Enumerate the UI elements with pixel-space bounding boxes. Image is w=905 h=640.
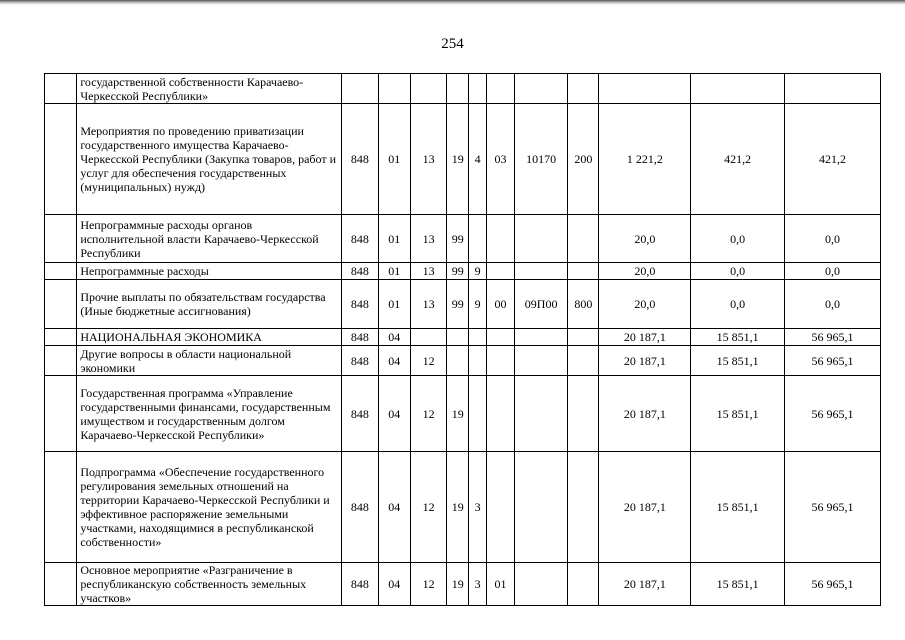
cs4-cell <box>515 563 568 606</box>
cs2-cell <box>469 215 487 263</box>
sum-2020-cell: 15 851,1 <box>691 376 785 452</box>
cs2-cell <box>469 346 487 376</box>
cs4-cell: 10170 <box>515 104 568 215</box>
vr-cell: 800 <box>568 280 599 329</box>
cs3-cell <box>486 376 514 452</box>
cs2-cell: 9 <box>469 263 487 280</box>
row-number-cell <box>45 280 77 329</box>
sum-2019-cell: 20 187,1 <box>599 563 691 606</box>
sum-2019-cell: 20 187,1 <box>599 329 691 346</box>
row-number-cell <box>45 263 77 280</box>
sum-2020-cell: 15 851,1 <box>691 346 785 376</box>
cs4-cell: 09П00 <box>515 280 568 329</box>
pr-cell: 13 <box>410 104 446 215</box>
sum-2021-cell: 0,0 <box>785 215 881 263</box>
row-name-cell: Прочие выплаты по обязательствам государства (Иные бюджетные ассигнования) <box>77 280 342 329</box>
sum-2021-cell: 56 965,1 <box>785 346 881 376</box>
row-name-cell: Мероприятия по проведению приватизации государственного имущества Карачаево-Черкесской Республики (Закупка товаров, работ и услуг для обеспечения государственных (муниципальных) нужд) <box>77 104 342 215</box>
cs2-cell: 3 <box>469 563 487 606</box>
table-row <box>45 452 881 563</box>
cs4-cell <box>515 452 568 563</box>
rz-cell: 04 <box>378 346 410 376</box>
sum-2021-cell: 56 965,1 <box>785 452 881 563</box>
cs4-cell <box>515 263 568 280</box>
row-number-cell <box>45 452 77 563</box>
cs1-cell <box>447 74 469 104</box>
cs3-cell <box>486 263 514 280</box>
ved-cell: 848 <box>342 215 378 263</box>
sum-2020-cell: 15 851,1 <box>691 452 785 563</box>
sum-2021-cell: 56 965,1 <box>785 563 881 606</box>
row-number-cell <box>45 74 77 104</box>
pr-cell <box>410 74 446 104</box>
cs1-cell: 99 <box>447 280 469 329</box>
cs1-cell: 19 <box>447 104 469 215</box>
rz-cell: 01 <box>378 280 410 329</box>
sum-2020-cell: 0,0 <box>691 263 785 280</box>
row-name-cell: Основное мероприятие «Разграничение в республиканскую собственность земельных участков» <box>77 563 342 606</box>
row-number-cell <box>45 104 77 215</box>
row-name-cell: Непрограммные расходы <box>77 263 342 280</box>
sum-2021-cell: 0,0 <box>785 263 881 280</box>
cs1-cell <box>447 346 469 376</box>
pr-cell: 13 <box>410 280 446 329</box>
sum-2020-cell: 0,0 <box>691 215 785 263</box>
cs4-cell <box>515 329 568 346</box>
row-name-cell: НАЦИОНАЛЬНАЯ ЭКОНОМИКА <box>77 329 342 346</box>
table-row <box>45 263 881 280</box>
sum-2019-cell: 20,0 <box>599 215 691 263</box>
row-number-cell <box>45 376 77 452</box>
table-row <box>45 329 881 346</box>
sum-2020-cell: 15 851,1 <box>691 329 785 346</box>
row-name-cell: Непрограммные расходы органов исполнительной власти Карачаево-Черкесской Республики <box>77 215 342 263</box>
row-name-cell: государственной собственности Карачаево-Черкесской Республики» <box>77 74 342 104</box>
cs1-cell: 19 <box>447 376 469 452</box>
vr-cell <box>568 329 599 346</box>
ved-cell: 848 <box>342 329 378 346</box>
sum-2020-cell: 0,0 <box>691 280 785 329</box>
vr-cell: 200 <box>568 104 599 215</box>
cs3-cell <box>486 329 514 346</box>
rz-cell <box>378 74 410 104</box>
pr-cell: 12 <box>410 346 446 376</box>
sum-2019-cell: 20 187,1 <box>599 346 691 376</box>
rz-cell: 04 <box>378 376 410 452</box>
table-row <box>45 346 881 376</box>
pr-cell: 12 <box>410 563 446 606</box>
cs3-cell <box>486 215 514 263</box>
sum-2019-cell: 20,0 <box>599 280 691 329</box>
cs3-cell <box>486 452 514 563</box>
cs2-cell: 4 <box>469 104 487 215</box>
table-row <box>45 104 881 215</box>
cs1-cell <box>447 329 469 346</box>
row-number-cell <box>45 563 77 606</box>
rz-cell: 01 <box>378 215 410 263</box>
sum-2019-cell: 1 221,2 <box>599 104 691 215</box>
table-row <box>45 215 881 263</box>
ved-cell: 848 <box>342 563 378 606</box>
cs3-cell <box>486 74 514 104</box>
sum-2020-cell: 421,2 <box>691 104 785 215</box>
row-name-cell: Государственная программа «Управление государственными финансами, государственным имуществом и государственным долгом Карачаево-Черкесской Республики» <box>77 376 342 452</box>
vr-cell <box>568 452 599 563</box>
vr-cell <box>568 376 599 452</box>
ved-cell <box>342 74 378 104</box>
cs3-cell: 01 <box>486 563 514 606</box>
ved-cell: 848 <box>342 263 378 280</box>
sum-2019-cell: 20 187,1 <box>599 376 691 452</box>
sum-2020-cell <box>691 74 785 104</box>
sum-2021-cell: 56 965,1 <box>785 329 881 346</box>
rz-cell: 04 <box>378 452 410 563</box>
vr-cell <box>568 215 599 263</box>
sum-2021-cell: 56 965,1 <box>785 376 881 452</box>
cs4-cell <box>515 346 568 376</box>
ved-cell: 848 <box>342 280 378 329</box>
budget-table <box>44 73 881 606</box>
pr-cell: 12 <box>410 376 446 452</box>
row-number-cell <box>45 346 77 376</box>
cs4-cell <box>515 376 568 452</box>
sum-2021-cell: 0,0 <box>785 280 881 329</box>
ved-cell: 848 <box>342 376 378 452</box>
cs2-cell <box>469 74 487 104</box>
scan-edge <box>0 0 905 6</box>
rz-cell: 04 <box>378 329 410 346</box>
cs3-cell: 00 <box>486 280 514 329</box>
row-number-cell <box>45 329 77 346</box>
pr-cell: 12 <box>410 452 446 563</box>
cs1-cell: 19 <box>447 452 469 563</box>
row-number-cell <box>45 215 77 263</box>
vr-cell <box>568 263 599 280</box>
pr-cell: 13 <box>410 263 446 280</box>
rz-cell: 01 <box>378 104 410 215</box>
ved-cell: 848 <box>342 104 378 215</box>
sum-2019-cell <box>599 74 691 104</box>
vr-cell <box>568 346 599 376</box>
cs2-cell <box>469 376 487 452</box>
cs1-cell: 99 <box>447 263 469 280</box>
row-name-cell: Подпрограмма «Обеспечение государственного регулирования земельных отношений на территории Карачаево-Черкесской Республики и эффективное распоряжение земельными участками, находящимися в республиканской собственности» <box>77 452 342 563</box>
rz-cell: 04 <box>378 563 410 606</box>
sum-2019-cell: 20,0 <box>599 263 691 280</box>
table-row <box>45 376 881 452</box>
sum-2021-cell: 421,2 <box>785 104 881 215</box>
sum-2019-cell: 20 187,1 <box>599 452 691 563</box>
page-number: 254 <box>441 36 464 52</box>
rz-cell: 01 <box>378 263 410 280</box>
row-name-cell: Другие вопросы в области национальной экономики <box>77 346 342 376</box>
cs1-cell: 99 <box>447 215 469 263</box>
vr-cell <box>568 563 599 606</box>
cs3-cell: 03 <box>486 104 514 215</box>
sum-2020-cell: 15 851,1 <box>691 563 785 606</box>
cs4-cell <box>515 74 568 104</box>
cs2-cell: 9 <box>469 280 487 329</box>
ved-cell: 848 <box>342 452 378 563</box>
pr-cell <box>410 329 446 346</box>
table-row <box>45 280 881 329</box>
cs4-cell <box>515 215 568 263</box>
cs2-cell: 3 <box>469 452 487 563</box>
cs3-cell <box>486 346 514 376</box>
table-row <box>45 74 881 104</box>
ved-cell: 848 <box>342 346 378 376</box>
cs2-cell <box>469 329 487 346</box>
sum-2021-cell <box>785 74 881 104</box>
table-row <box>45 563 881 606</box>
cs1-cell: 19 <box>447 563 469 606</box>
pr-cell: 13 <box>410 215 446 263</box>
vr-cell <box>568 74 599 104</box>
